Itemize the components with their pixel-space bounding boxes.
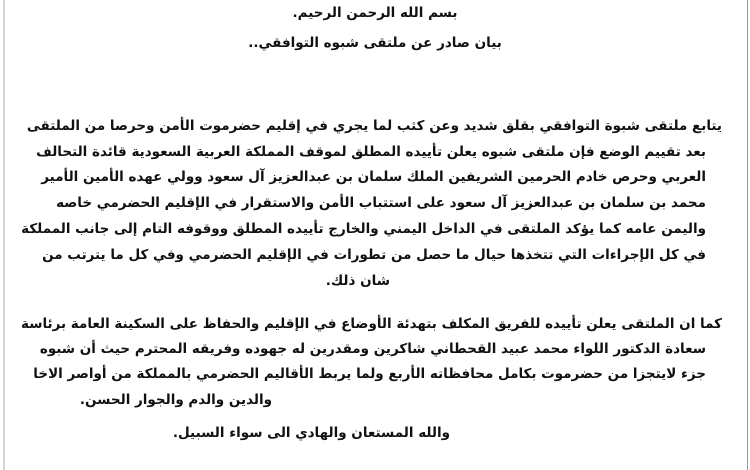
paragraph-line: كما ان الملتقى يعلن تأييده للفريق المكلف بتهدئة الأوضاع في الإقليم والحفاظ على السكينة العامة برئاسة <box>21 316 722 332</box>
paragraph-line: في كل الإجراءات التي تتخذها حيال ما حصل من تطورات في الإقليم الحضرمي وفي كل ما يترتب من <box>42 247 706 263</box>
closing-line: والله المستعان والهادي الى سواء السبيل. <box>172 425 450 441</box>
paragraph-line: العربي وحرص خادم الحرمين الشريفين الملك سلمان بن عبدالعزيز آل سعود وولي عهده الأمين الأمير <box>41 169 706 185</box>
paragraph-line: بعد تقييم الوضع فإن ملتقى شبوه يعلن تأييده المطلق لموقف المملكة العربية السعودية قائدة التحالف <box>36 144 706 160</box>
paragraph-line: سعادة الدكتور اللواء محمد عبيد القحطاني شاكرين ومقدرين له جهوده وفريقه المحترم حيث أن شبوه <box>39 341 706 357</box>
paragraph-line: جزء لايتجزا من حضرموت بكامل محافظاته الأربع ولما يربط الأقاليم الحضرمي بالمملكة من أواصر الاخا <box>33 366 706 382</box>
paragraph-line: والدين والدم والجوار الحسن. <box>79 392 272 408</box>
paragraph-line: شان ذلك. <box>325 273 390 289</box>
paragraph-line: يتابع ملتقى شبوة التوافقي بقلق شديد وعن كثب لما يجري في إقليم حضرموت الأمن وحرصا من الملتقى <box>26 118 722 134</box>
basmala: بسم الله الرحمن الرحيم. <box>292 5 458 21</box>
paragraph-line: محمد بن سلمان بن عبدالعزيز آل سعود على استتباب الأمن والاستقرار في الإقليم الحضرمي خاصه <box>56 195 706 211</box>
paragraph-line: واليمن عامه كما يؤكد الملتقى في الداخل اليمني والخارج تأييده المطلق ووقوفه التام إلى جانب المملكة <box>21 221 706 237</box>
document-title: بيان صادر عن ملتقى شبوه التوافقي.. <box>248 35 502 51</box>
